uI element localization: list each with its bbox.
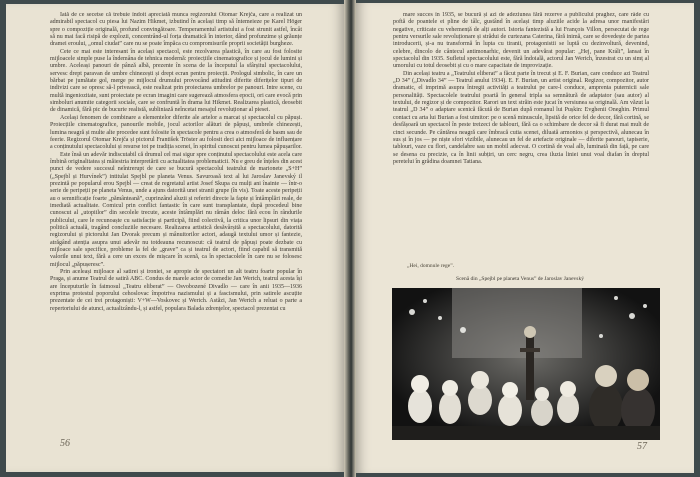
footnote: „Hei, domnule rege”.: [407, 263, 455, 269]
right-page-text: [393, 12, 649, 256]
left-paragraph: Iată de ce secetse că trebuie îndoit apreciată munca regizorului Otomar Krejča, care a realizat un admirabil spectacol cu piesa lui Nazim Hikmet, izbutind în același timp să întemeieze pe Karel Höger spre o compoziție originală, profund convingătoare. Temperamentul artistului a fost strunit astfel, încât să nu mai facă risipă de explozii, concentrând-ul forța dramatică în interior, dând profunzime și grăunțe dramei eroului, „omul ciudat” care nu se poate împăca cu compromisurile proprii societății burgheze.: [50, 12, 302, 48]
right-page-number: 57: [637, 441, 647, 452]
left-paragraph: Este însă un adevăr indiscutabil că drumul cel mai sigur spre conținutul spectacolului este acela care îmbină originalitatea și măiestria interpretării cu actualitatea problematicii. Nu e greu de înțeles din acest punct de vedere succesul neîntrerupt de care se bucură spectacolul teatrului de marionete „S+H” („Spejbl și Hurvínek”) intitulat Spejbl pe planeta Venus. Savuroasă text al lui Jaroslav Janevský il prezintă pe popularul erou Spejbl — creat de regretatul artist Josef Skupa cu mulți ani înainte — într-o serie de peripeții pe planeta Venus, unde a ajuns datorită unei stranii grupe (în vis). Toate aceste peripeții au o semnificație foarte „pământeană”, cuprinzând aluzii și referiri directe la fapte și întâmplări reale, de imediată actualitate. Comicul prin conflict fantastic în care sunt transplantate, după procedeul bine cunoscut al „utopiilor” din secolele trecute, aceste întâmplări nu rămân deloc fără ecou în rândurile publicului, care le recunoaște cu satisfacție și participă, fiind colectivă, la critica unor lipsuri din viața politică actuală, tragând concluziile necesare. Realizarea artistică desăvârșită a spectacolului, datorită regizorului și pictorului Jan Dvorak precum și mânuitorilor actori, adaugă textului umor și fantezie, atrăgând atenția asupra unui adevăr nu totdeauna recunoscut: că teatrul de păpuși poate dezbate cu mijloace sale specifice, probleme la fel de „grave” ca și teatrul de actori, fiind capabil să transmită valorile unui text, fără a cere un exces de mișcare în scenă, ca în spectacolele în care nu se folosesc mijlocul „păpușeresc”.: [50, 151, 302, 268]
right-paragraph: Din același teatru a „Teatrului eliberat” a făcut parte în trecut și E. F. Burian, care conduce azi Teatrul „D 34” („Divadlo 34” — Teatrul anului 1934). E. F. Burian, un artist original. Regizor, compozitor, autor dramatic, el imprimă asupra întregii activități a teatrului pe care-l conduce, amprenta puternicii sale personalități. Spectacolele teatrului poartă în general tripla sa semnătură de adaptator (sau autor) al textului, de regizor și de compozitor. Rarori un text străin este jucat în versiunea sa originală. Am văzut la teatrul „D 34” o adaptare scenică făcută de Burian după romanul lui Pușkin: Evghenii Oneghin. Primul contact cu arta lui Burian a fost uimitor: pe o scenă minuscule, lipsită de orice fel de decor, fără cortină, se desfășoară un spectacol în peste treizeci de tablouri, fără ca o schimbare de decor să fi durat mai mult de cinci secunde. Pe cântărea neagră care îmbracă cutia scenei, diluată armonios și perspectivă, alunecau în sus și în jos — pe niște sfori vizibile, alunecau un fel de artefacte originale — diferite panouri, tapiserie, tablouri, vaze cu flori, candelabre sau un mobil adecvat. O cortină de voal alb, luminată din față, pe care se desena cu precizie, ca în linii subțiri, un cerc negru, crea iluzia liniei unui voal diafan în dreptul peretelui în grădina doamnei Tatiana.: [393, 70, 649, 165]
left-paragraph: Același fenomen de combinare a elementelor diferite ale artelor a marcat și spectacolul cu păpuși. Proiecțiile cinematografice, panourile mobile, jocul actorilor alături de păpuși, umbrele chinezești, lumina neagră și multe alte procedee sunt folosite în spectacole pentru a crea o atmosferă de basm sau de feerie. Regizorul Otomar Krejča și pictorul František Tröster au folosit deci aici mijloace de influențare a conținutului spectacolului și resurse tot pe tradiția scenei, în spiritul cunoscut pentru lumea păpușarilor.: [50, 114, 302, 151]
left-paragraph: Prin aceleași mijloace al satirei și ironiei, se apropie de spectatori un alt teatru foarte popular în Praga, și anume Teatrul de satiră ABC. Condus de marele actor de comedie Jan Werich, teatrul acesta își are începuturile în faimosul „Teatru eliberat” — Osvobozené Divadlo — care în anii 1935—1936 exprima protestul poporului cehoslovac împotriva nazismului și a fascismului, prin satirele ascuțite prezentate de cei trei protagoniști: V+W—Voskovec și Werich. Astăzi, Jan Werich a reluat o parte a repertoriului de atunci, actualizându-l, și astfel, populara Balada zdrenţelor, spectacol prezentat cu: [50, 269, 302, 312]
right-paragraph: mare succes în 1935, se bucură și azi de adeziunea fără rezerve a publicului praghez, care râde cu poftă de poantele ei pline de tâlc, gustând în același timp aluziile acide la adresa unor manifestări negative, criticate cu vehemență de alți autori. Istoria fantezistă a lui François Villon, persecutat de rege pentru versurile sale revoluționare și strădui de curtezana Caterina, fără inimă, care se dovedește de partea introducerii, și-a nu transformă în lupta cu tiranii, protagonistii se luptă cu dezinvoltură, devenind, celebre, dincolo de cântecul antimonarhic, devenit un adevărat popular: „Hej, pane Králi”, lansat în spectacolul din 1935. Sufletul spectacolului este, fără îndoială, actorul Jan Werich, înzestrat cu un simț al umorului cu totul deosebit și cu o mare capacitate de improvizație.: [393, 12, 649, 70]
left-paragraph: Cete ce mai este interesant în același spectacol, este rezolvarea plastică, în care au fost folosite mijloacele simple puse la îndemâna de tehnica modernă: proiecțiile cinematografice și jocul de lumini și umbre. Aceleași panouri de pânză albă, prezente în scena de la începutul la sfârșitul spectacolului, servesc drept paravan de umbre chinezești și drept ecran pentru proiecții. Prologul simbolic, în care un bărbat pe jumătate gol, merge pe mijlocul drumului provocând atitudini diferite diferițelor tipuri de indivizi care se opresc să-l privească, este realizat prin proiectarea umbrelor pe panouri. Intre scene, cu multă ingeniozitate, sunt proiectate pe ecran imagini care sugerează atmosfera epocii, ori care evocă prin simboluri anumite categorii sociale, care se confruntă în drama lui Hikmet. Realizarea plastică, deosebit de dinamică, fără pic de bucurie realistă, subliniază neîncetat mesajul revoluționar al piesei.: [50, 48, 302, 114]
puppet-scene-illustration: [392, 288, 660, 440]
figure-caption: Scenă din „Spejbl pe planeta Venus” de Jaroslav Janevský: [456, 276, 584, 282]
left-page-text: [50, 12, 302, 432]
left-page-number: 56: [60, 438, 70, 449]
book-gutter: [344, 0, 356, 477]
puppet-scene-photo: [392, 288, 660, 440]
